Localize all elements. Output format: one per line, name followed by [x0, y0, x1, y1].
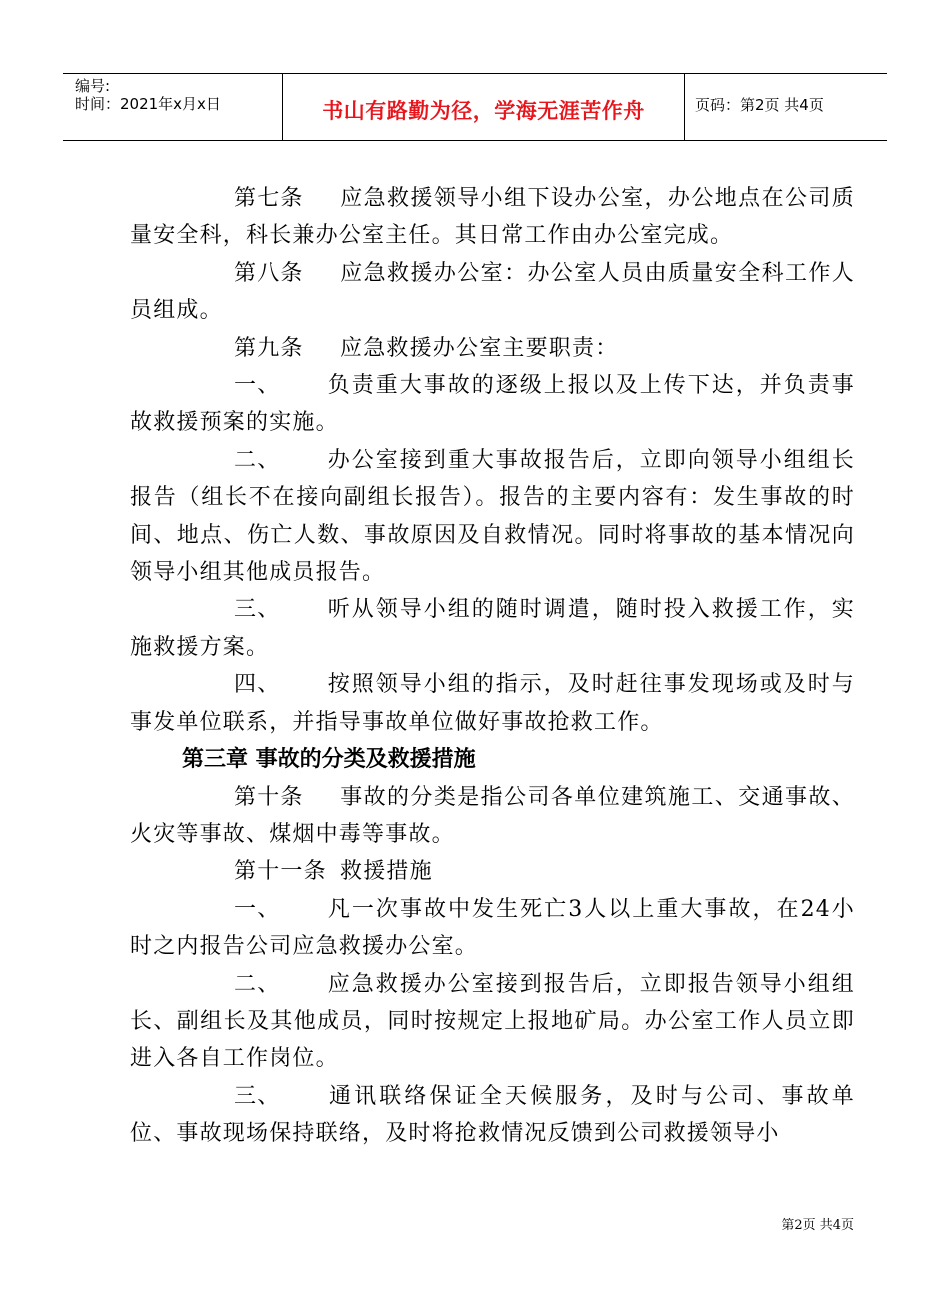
duty-item-1 [130, 367, 855, 442]
page-footer: 第2页 共4页 [781, 1218, 854, 1233]
header-motto-cell [283, 74, 685, 140]
serial-number-label: 编号: [75, 77, 111, 95]
clause-label: 第十条 [234, 784, 304, 810]
item-text: 负责重大事故的逐级上报以及上传下达，并负责事故救援预案的实施。 [130, 373, 855, 436]
duty-item-4 [130, 666, 855, 741]
item-text: 凡一次事故中发生死亡3人以上重大事故，在24小时之内报告公司应急救援办公室。 [130, 896, 855, 960]
article-10 [130, 779, 855, 854]
article-7 [130, 180, 855, 255]
duty-item-2 [130, 442, 855, 592]
clause-text: 救援措施 [340, 859, 433, 885]
measure-item-1 [130, 891, 855, 966]
page-indicator: 页码：第2页 共4页 [695, 96, 824, 114]
item-text: 应急救援办公室接到报告后，立即报告领导小组组长、副组长及其他成员，同时按规定上报地矿局。办公室工作人员立即进入各自工作岗位。 [130, 971, 855, 1072]
motto-text: 书山有路勤为径，学海无涯苦作舟 [322, 99, 645, 123]
clause-label: 第九条 [234, 335, 304, 361]
clause-text: 应急救援办公室主要职责： [340, 335, 619, 361]
duty-item-3 [130, 591, 855, 666]
item-label: 三、 [234, 597, 281, 623]
item-text: 按照领导小组的指示，及时赶往事发现场或及时与事发单位联系，并指导事故单位做好事故抢救工作。 [130, 672, 855, 735]
item-text: 听从领导小组的随时调遣，随时投入救援工作，实施救援方案。 [130, 597, 855, 660]
item-label: 二、 [234, 447, 281, 473]
clause-label: 第十一条 [234, 859, 327, 885]
item-text: 通讯联络保证全天候服务，及时与公司、事故单位、事故现场保持联络，及时将抢救情况反馈到公司救援领导小 [130, 1083, 855, 1147]
measure-item-2 [130, 966, 855, 1078]
clause-label: 第七条 [234, 186, 304, 211]
item-text: 办公室接到重大事故报告后，立即向领导小组组长报告（组长不在接向副组长报告）。报告的主要内容有：发生事故的时间、地点、伤亡人数、事故原因及自救情况。同时将事故的基本情况向领导小组其他成员报告。 [130, 447, 855, 586]
item-label: 一、 [234, 373, 281, 399]
item-label: 二、 [234, 971, 281, 997]
clause-text: 应急救援领导小组下设办公室，办公地点在公司质量安全科，科长兼办公室主任。其日常工作由办公室完成。 [130, 186, 855, 249]
header-meta-cell [63, 74, 283, 140]
measure-item-3 [130, 1078, 855, 1153]
clause-text: 事故的分类是指公司各单位建筑施工、交通事故、火灾等事故、煤烟中毒等事故。 [130, 784, 855, 847]
document-header [63, 73, 887, 141]
clause-label: 第八条 [234, 260, 304, 286]
item-label: 三、 [234, 1083, 281, 1109]
clause-text: 应急救援办公室：办公室人员由质量安全科工作人员组成。 [130, 260, 855, 324]
article-11 [130, 853, 855, 890]
item-label: 一、 [234, 896, 281, 922]
header-page-cell [685, 74, 887, 140]
chapter-heading: 第三章 事故的分类及救援措施 [182, 747, 476, 773]
document-body [130, 180, 855, 1153]
date-label: 时间：2021年x月x日 [75, 95, 221, 113]
article-8 [130, 255, 855, 330]
article-9 [130, 330, 855, 367]
item-label: 四、 [234, 672, 281, 698]
